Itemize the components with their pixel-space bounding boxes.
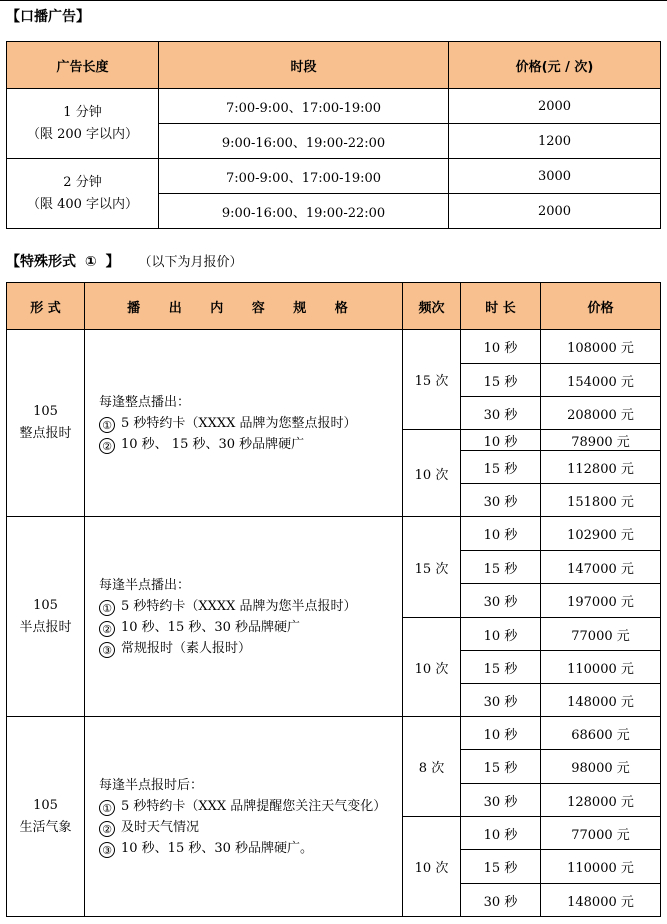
- price-cell: 2000: [449, 194, 661, 229]
- special-form-table: [6, 282, 661, 917]
- duration-cell: 30 秒: [461, 397, 541, 430]
- content-line: ③ 10 秒、15 秒、30 秒品牌硬广。: [99, 838, 402, 859]
- price-cell: 78900 元: [541, 430, 661, 451]
- form-code: 105: [33, 404, 58, 419]
- period-cell: 7:00-9:00、17:00-19:00: [159, 89, 449, 124]
- price-cell: 147000 元: [541, 551, 661, 584]
- content-cell: [85, 517, 403, 717]
- content-line: ① 5 秒特约卡（XXXX 品牌为您半点报时）: [99, 596, 402, 617]
- frequency-cell: 10 次: [403, 618, 461, 717]
- frequency-cell: 10 次: [403, 817, 461, 917]
- form-cell: [7, 717, 85, 917]
- content-line: ① 5 秒特约卡（XXXX 品牌为您整点报时）: [99, 413, 402, 434]
- price-cell: 151800 元: [541, 484, 661, 517]
- content-line: 每逢半点播出：: [99, 577, 191, 593]
- length-cell: [7, 89, 159, 159]
- length-label: 2 分钟: [63, 174, 102, 190]
- form-label: 整点报时: [19, 426, 72, 441]
- content-line: ① 5 秒特约卡（XXX 品牌提醒您关注天气变化）: [99, 796, 402, 817]
- monthly-price-note: （以下为月报价）: [138, 255, 243, 270]
- duration-cell: 10 秒: [461, 817, 541, 850]
- duration-cell: 15 秒: [461, 451, 541, 484]
- content-line: ③ 常规报时（素人报时）: [99, 638, 402, 659]
- form-cell: [7, 330, 85, 517]
- price-cell: 98000 元: [541, 750, 661, 784]
- header-content: 播 出 内 容 规 格: [85, 283, 403, 330]
- period-cell: 7:00-9:00、17:00-19:00: [159, 159, 449, 194]
- duration-cell: 10 秒: [461, 330, 541, 364]
- duration-cell: 30 秒: [461, 784, 541, 817]
- duration-cell: 15 秒: [461, 850, 541, 884]
- header-frequency: 频次: [403, 283, 461, 330]
- price-cell: 110000 元: [541, 850, 661, 884]
- price-cell: 112800 元: [541, 451, 661, 484]
- content-line: 每逢半点报时后：: [99, 777, 204, 793]
- length-limit: （限 400 字以内）: [26, 196, 139, 212]
- duration-cell: 10 秒: [461, 430, 541, 451]
- content-line: ② 10 秒、 15 秒、30 秒品牌硬广: [99, 434, 402, 455]
- price-cell: 1200: [449, 124, 661, 159]
- header-price: 价格: [541, 283, 661, 330]
- form-label: 生活气象: [19, 819, 72, 835]
- header-period: 时段: [159, 42, 449, 89]
- price-cell: 208000 元: [541, 397, 661, 430]
- price-cell: 128000 元: [541, 784, 661, 817]
- price-cell: 148000 元: [541, 684, 661, 717]
- title-prefix: 【特殊形式: [6, 254, 76, 270]
- frequency-cell: 15 次: [403, 330, 461, 430]
- marker: ②: [99, 621, 115, 637]
- duration-cell: 30 秒: [461, 584, 541, 618]
- duration-cell: 15 秒: [461, 651, 541, 684]
- duration-cell: 15 秒: [461, 364, 541, 397]
- frequency-cell: 8 次: [403, 717, 461, 817]
- marker: ①: [99, 600, 115, 616]
- price-cell: 108000 元: [541, 330, 661, 364]
- period-cell: 9:00-16:00、19:00-22:00: [159, 124, 449, 159]
- marker: ①: [99, 417, 115, 433]
- length-cell: [7, 159, 159, 229]
- price-cell: 102900 元: [541, 517, 661, 551]
- duration-cell: 15 秒: [461, 750, 541, 784]
- section-title-special: [6, 251, 243, 271]
- duration-cell: 30 秒: [461, 684, 541, 717]
- duration-cell: 10 秒: [461, 618, 541, 651]
- price-cell: 197000 元: [541, 584, 661, 618]
- length-limit: （限 200 字以内）: [26, 126, 139, 142]
- header-price: 价格(元 / 次): [449, 42, 661, 89]
- content-cell: [85, 717, 403, 917]
- frequency-cell: 15 次: [403, 517, 461, 618]
- title-circle-mark: ①: [84, 254, 97, 270]
- price-cell: 77000 元: [541, 618, 661, 651]
- marker: ②: [99, 821, 115, 837]
- section-title-voice-ads: 【口播广告】: [6, 9, 90, 25]
- duration-cell: 30 秒: [461, 484, 541, 517]
- header-length: 广告长度: [7, 42, 159, 89]
- content-cell: [85, 330, 403, 517]
- marker: ②: [99, 438, 115, 454]
- period-cell: 9:00-16:00、19:00-22:00: [159, 194, 449, 229]
- form-code: 105: [33, 597, 58, 613]
- price-cell: 110000 元: [541, 651, 661, 684]
- title-suffix: 】: [105, 254, 120, 270]
- form-code: 105: [33, 797, 58, 813]
- form-cell: [7, 517, 85, 717]
- marker: ③: [99, 642, 115, 658]
- price-cell: 2000: [449, 89, 661, 124]
- duration-cell: 30 秒: [461, 884, 541, 917]
- duration-cell: 10 秒: [461, 517, 541, 551]
- content-line: ② 及时天气情况: [99, 817, 402, 838]
- marker: ③: [99, 842, 115, 858]
- content-line: ② 10 秒、15 秒、30 秒品牌硬广: [99, 617, 402, 638]
- price-cell: 3000: [449, 159, 661, 194]
- header-form: 形 式: [7, 283, 85, 330]
- top-rule: [0, 0, 667, 1]
- price-cell: 154000 元: [541, 364, 661, 397]
- header-duration: 时 长: [461, 283, 541, 330]
- voice-ads-table: [6, 41, 661, 229]
- price-cell: 68600 元: [541, 717, 661, 750]
- price-cell: 148000 元: [541, 884, 661, 917]
- duration-cell: 15 秒: [461, 551, 541, 584]
- duration-cell: 10 秒: [461, 717, 541, 750]
- frequency-cell: 10 次: [403, 430, 461, 517]
- length-label: 1 分钟: [63, 104, 102, 120]
- price-cell: 77000 元: [541, 817, 661, 850]
- content-line: 每逢整点播出：: [99, 394, 191, 410]
- marker: ①: [99, 800, 115, 816]
- form-label: 半点报时: [19, 619, 72, 635]
